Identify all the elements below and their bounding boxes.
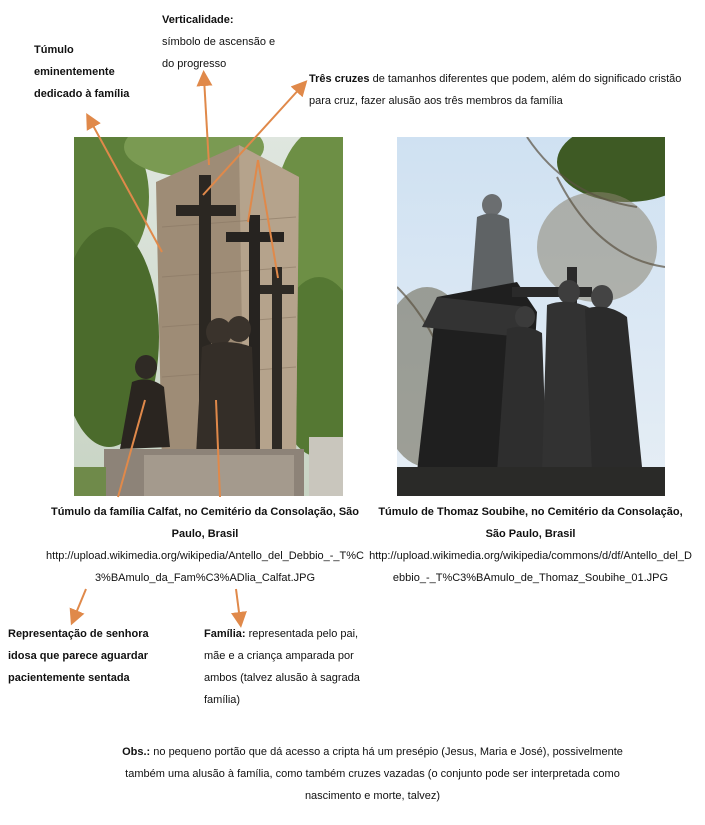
photo-calfat-tomb bbox=[74, 137, 343, 496]
soubihe-tomb-image bbox=[397, 137, 665, 496]
tres-cruzes-text: de tamanhos diferentes que podem, além do significado cristão para cruz, fazer alusão aos três membros da família bbox=[309, 73, 682, 107]
arrow-familia bbox=[236, 589, 240, 620]
obs-text: no pequeno portão que dá acesso a cripta há um presépio (Jesus, Maria e José), possivelmente também uma alusão à família, como também cruzes vazadas (o conjunto pode ser interpretada como nascimento e morte, talvez) bbox=[125, 746, 623, 802]
annotation-verticalidade bbox=[162, 9, 282, 75]
obs-label: Obs.: bbox=[122, 746, 151, 758]
annotation-familia bbox=[204, 623, 369, 711]
caption-right bbox=[368, 501, 693, 545]
caption-right-title: Túmulo de Thomaz Soubihe, no Cemitério da Consolação, São Paulo, Brasil bbox=[378, 506, 683, 540]
calfat-tomb-image bbox=[74, 137, 343, 496]
familia-title: Família: bbox=[204, 628, 246, 640]
caption-right-url: http://upload.wikimedia.org/wikipedia/commons/d/df/Antello_del_Debbio_-_T%C3%BAmulo_de_Thomaz_Soubihe_01.JPG bbox=[369, 550, 692, 584]
tres-cruzes-title: Três cruzes bbox=[309, 73, 370, 85]
caption-left-title: Túmulo da família Calfat, no Cemitério da Consolação, São Paulo, Brasil bbox=[50, 506, 360, 540]
caption-left-url: http://upload.wikimedia.org/wikipedia/Antello_del_Debbio_-_T%C3%BAmulo_da_Fam%C3%ADlia_Calfat.JPG bbox=[46, 550, 364, 584]
photo-soubihe-tomb bbox=[397, 137, 665, 496]
obs-note bbox=[110, 741, 635, 807]
caption-left bbox=[50, 501, 360, 545]
verticalidade-text: símbolo de ascensão e do progresso bbox=[162, 36, 276, 70]
annotation-tres-cruzes bbox=[309, 68, 689, 112]
verticalidade-title: Verticalidade: bbox=[162, 14, 234, 26]
arrow-senhora bbox=[74, 589, 86, 618]
annotation-tumulo: Túmulo eminentemente dedicado à família bbox=[34, 44, 130, 100]
annotation-senhora: Representação de senhora idosa que parece aguardar pacientemente sentada bbox=[8, 628, 149, 684]
familia-text: representada pelo pai, mãe e a criança amparada por ambos (talvez alusão à sagrada família) bbox=[204, 628, 360, 706]
